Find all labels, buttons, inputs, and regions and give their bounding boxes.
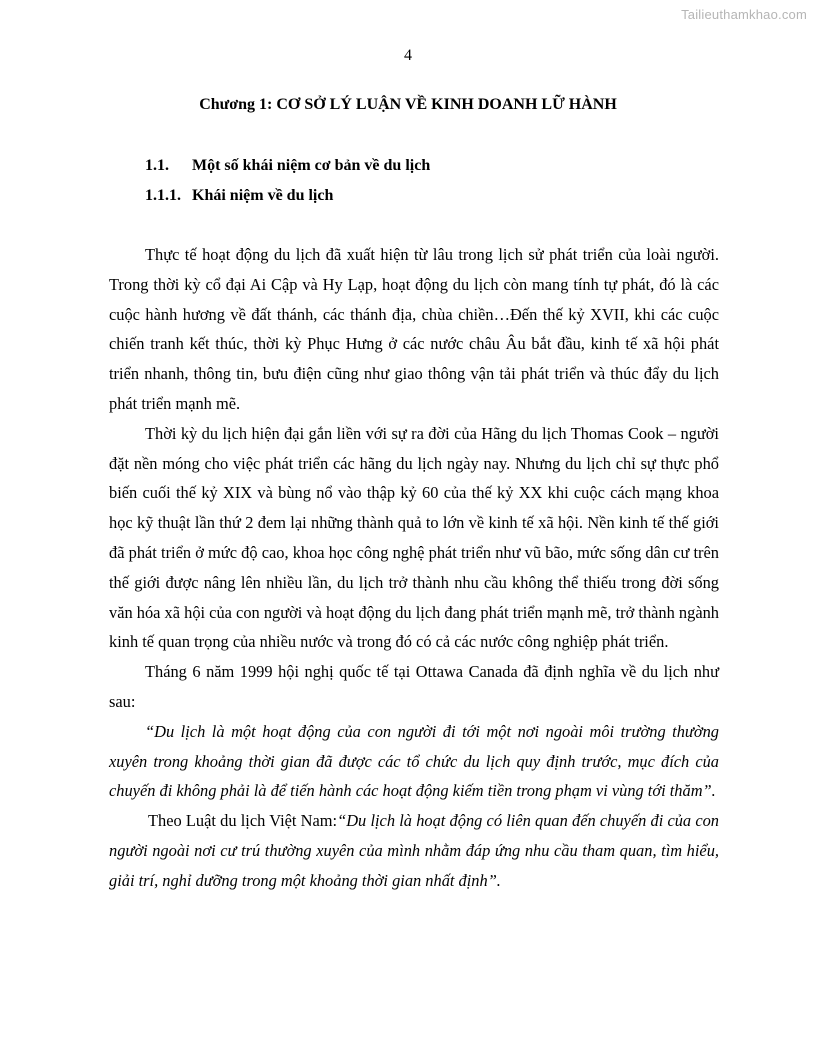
subsection-title: Khái niệm về du lịch [192,187,334,204]
subsection-heading [145,187,333,205]
section-title: Một số khái niệm cơ bản về du lịch [192,157,431,174]
law-intro: Theo Luật du lịch Việt Nam: [148,811,338,831]
paragraph-vietnam-law [109,806,719,895]
paragraph-modern-era: Thời kỳ du lịch hiện đại gắn liền với sự ra đời của Hãng du lịch Thomas Cook – người đặt nền móng cho việc phát triển các hãng du lịch ngày nay. Nhưng du lịch chỉ sự thực phổ biến cuối thế kỷ XIX và bùng nổ vào thập kỷ 60 của thế kỷ XX khi cuộc cách mạng khoa học kỹ thuật lần thứ 2 đem lại những thành quả to lớn về kinh tế xã hội. Nền kinh tế thế giới đã phát triển ở mức độ cao, khoa học công nghệ phát triển như vũ bão, mức sống dân cư trên thế giới được nâng lên nhiều lần, du lịch trở thành nhu cầu không thể thiếu trong đời sống văn hóa xã hội của con người và hoạt động du lịch đang phát triển mạnh mẽ, trở thành ngành kinh tế quan trọng của nhiều nước và trong đó có cả các nước công nghiệp phát triển. [109,423,719,652]
chapter-title: Chương 1: CƠ SỞ LÝ LUẬN VỀ KINH DOANH LỮ HÀNH [199,96,617,113]
section-number: 1.1. [145,157,169,174]
section-heading [145,157,430,175]
paragraph-ottawa-intro: Tháng 6 năm 1999 hội nghị quốc tế tại Ottawa Canada đã định nghĩa về du lịch như sau: [109,662,719,711]
subsection-number: 1.1.1. [145,187,181,204]
ottawa-definition-quote: “Du lịch là một hoạt động của con người đi tới một nơi ngoài môi trường thường xuyên trong khoảng thời gian đã được các tổ chức du lịch quy định trước, mục đích của chuyến đi không phải là để tiến hành các hoạt động kiếm tiền trong phạm vi vùng tới thăm”. [109,721,719,801]
page-number: 4 [404,47,412,64]
document-body [109,240,719,896]
law-definition-quote: “Du lịch là hoạt động có liên quan đến chuyến đi của con người ngoài nơi cư trú thường xuyên của mình nhằm đáp ứng nhu cầu tham quan, tìm hiểu, giải trí, nghỉ dưỡng trong một khoảng thời gian nhất định”. [109,811,719,890]
watermark-text: Tailieuthamkhao.com [681,7,807,22]
paragraph-history: Thực tế hoạt động du lịch đã xuất hiện từ lâu trong lịch sử phát triển của loài người. Trong thời kỳ cổ đại Ai Cập và Hy Lạp, hoạt động du lịch còn mang tính tự phát, đó là các cuộc hành hương về đất thánh, các thánh địa, chùa chiền…Đến thế kỷ XVII, khi các cuộc chiến tranh kết thúc, thời kỳ Phục Hưng ở các nước châu Âu bắt đầu, kinh tế xã hội phát triển nhanh, thông tin, bưu điện cũng như giao thông vận tải phát triển và thúc đẩy du lịch phát triển mạnh mẽ. [109,245,719,413]
